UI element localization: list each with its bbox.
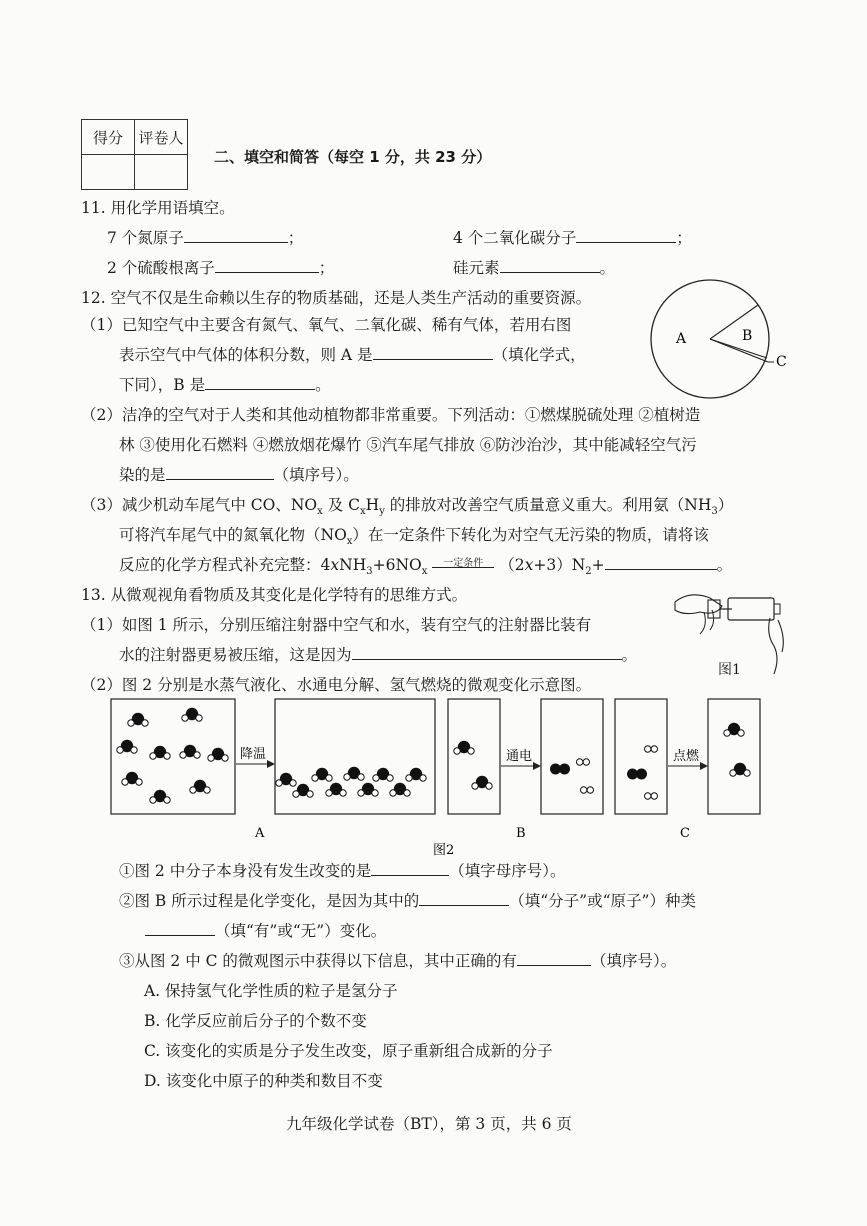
water-molecule — [117, 740, 137, 753]
q13-p1-line1: （1）如图 1 所示，分别压缩注射器中空气和水，装有空气的注射器比装有 — [81, 616, 592, 634]
water-molecule — [472, 776, 492, 789]
option-b: B. 化学反应前后分子的个数不变 — [144, 1012, 367, 1030]
q11-blank-c[interactable] — [215, 256, 319, 273]
q11-stem: 11. 用化学用语填空。 — [81, 199, 235, 217]
figure-2-label-c: C — [680, 826, 690, 841]
pie-label-c: C — [776, 354, 787, 370]
q12-blank-b[interactable] — [205, 373, 315, 390]
right-hand — [769, 618, 784, 674]
q13-blank-b[interactable] — [371, 859, 449, 876]
q13-sub2-line2: （填“有”或“无”）变化。 — [145, 919, 386, 941]
q13-blank-a[interactable] — [352, 643, 622, 660]
water-molecule — [293, 784, 313, 797]
water-molecule — [373, 768, 393, 781]
box-b2 — [541, 699, 603, 814]
q11-line-1: 7 个氮原子 ； — [107, 226, 303, 248]
q12-stem: 12. 空气不仅是生命赖以生存的物质基础，还是人类生产活动的重要资源。 — [81, 289, 592, 307]
option-d: D. 该变化中原子的种类和数目不变 — [144, 1072, 383, 1090]
q13-sub3: ③从图 2 中 C 的微观图示中获得以下信息，其中正确的有 （填序号）。 — [119, 949, 676, 971]
grader-cell[interactable] — [135, 155, 188, 190]
syringe-barrel — [728, 598, 774, 620]
box-a2-molecules — [276, 767, 426, 797]
water-molecule — [276, 773, 296, 786]
water-molecule — [150, 790, 170, 803]
section-title: 二、填空和简答（每空 1 分，共 23 分） — [214, 148, 492, 166]
option-a: A. 保持氢气化学性质的粒子是氢分子 — [144, 982, 398, 1000]
q12-blank-a[interactable] — [373, 343, 493, 360]
q13-blank-d[interactable] — [145, 919, 215, 936]
option-c: C. 该变化的实质是分子发生改变，原子重新组合成新的分子 — [144, 1042, 553, 1060]
water-molecule — [190, 780, 210, 793]
oxygen-molecule — [627, 769, 647, 780]
q12-p1-line3: 下同），B 是 。 — [119, 373, 331, 395]
q13-p1-line2: 水的注射器更易被压缩，这是因为 。 — [119, 643, 637, 665]
water-molecule — [344, 767, 364, 780]
oxygen-molecule — [550, 764, 570, 775]
figure-2-label-a: A — [255, 826, 265, 841]
q12-p1-line1: （1）已知空气中主要含有氮气、氧气、二氧化碳、稀有气体，若用右图 — [81, 316, 572, 334]
grader-header: 评卷人 — [135, 120, 188, 155]
box-c1 — [615, 699, 667, 814]
box-a1-molecules — [117, 708, 228, 803]
q13-p2: （2）图 2 分别是水蒸气液化、水通电分解、氢气燃烧的微观变化示意图。 — [81, 676, 592, 694]
q12-blank-c[interactable] — [166, 463, 274, 480]
arrow-b-label: 通电 — [506, 749, 533, 764]
water-molecule — [182, 708, 202, 721]
figure-1-label: 图1 — [718, 662, 741, 678]
pie-divider-c — [710, 339, 768, 362]
score-box — [81, 119, 188, 190]
left-hand — [675, 595, 722, 614]
water-molecule — [128, 713, 148, 726]
water-molecule — [312, 768, 332, 781]
water-molecule — [730, 763, 750, 776]
page-footer: 九年级化学试卷（BT），第 3 页，共 6 页 — [286, 1115, 572, 1133]
plunger-head — [708, 600, 720, 618]
water-molecule — [358, 783, 378, 796]
arrow-c-label: 点燃 — [673, 749, 700, 764]
box-a2 — [275, 699, 435, 814]
q12-p2-line2: 林 ③使用化石燃料 ④燃放烟花爆竹 ⑤汽车尾气排放 ⑥防沙治沙，其中能减轻空气污 — [119, 436, 697, 454]
figure-2-micro — [100, 694, 790, 856]
pie-label-a: A — [676, 331, 687, 347]
q11-blank-d[interactable] — [500, 256, 600, 273]
q11-blank-a[interactable] — [184, 226, 288, 243]
q13-sub2-line1: ②图 B 所示过程是化学变化，是因为其中的 （填“分子”或“原子”）种类 — [119, 889, 696, 911]
water-molecule — [406, 768, 426, 781]
q12-p3-line2: 可将汽车尾气中的氮氧化物$(NO_x)$在一定条件下转化为对空气无污染的物质，请将该 — [119, 526, 709, 548]
reaction-arrow: 一定条件 — [432, 554, 494, 569]
hydrogen-molecule — [645, 793, 658, 799]
water-molecule — [180, 745, 200, 758]
water-molecule — [122, 772, 142, 785]
box-c2 — [708, 699, 760, 814]
hydrogen-molecule — [577, 759, 590, 765]
score-header: 得分 — [82, 120, 135, 155]
figure-2-label-b: B — [516, 826, 526, 841]
syringe-tip — [774, 604, 780, 614]
q13-sub1: ①图 2 中分子本身没有发生改变的是 （填字母序号）。 — [119, 859, 565, 881]
arrow-a-label: 降温 — [240, 747, 267, 762]
water-molecule — [454, 741, 474, 754]
q11-line-3: 2 个硫酸根离子 ； — [107, 256, 334, 278]
water-molecule — [326, 783, 346, 796]
hydrogen-molecule — [581, 787, 594, 793]
pie-label-b: B — [742, 328, 753, 344]
q11-line-2: 4 个二氧化碳分子 ； — [453, 226, 692, 248]
q12-p3-line3: 反应的化学方程式补充完整：$4xNH_3+6NO_x$ 一定条件 $(2x+3)N_2+$ 。 — [119, 553, 732, 577]
water-molecule — [390, 783, 410, 796]
q11-line-4: 硅元素 。 — [453, 256, 615, 278]
q12-p2-line3: 染的是 （填序号）。 — [119, 463, 359, 485]
water-molecule — [724, 723, 744, 736]
q12-blank-d[interactable] — [605, 553, 717, 570]
q11-blank-b[interactable] — [576, 226, 676, 243]
air-composition-pie — [640, 276, 800, 406]
water-molecule — [208, 748, 228, 761]
q13-stem: 13. 从微观视角看物质及其变化是化学特有的思维方式。 — [81, 586, 468, 604]
score-cell[interactable] — [82, 155, 135, 190]
box-b1 — [448, 699, 500, 814]
figure-2-caption: 图2 — [433, 843, 455, 856]
q12-p1-line2: 表示空气中气体的体积分数，则 A 是 （填化学式， — [119, 343, 586, 365]
q12-p3-line1: （3）减少机动车尾气中 CO、$NO_x$ 及 $C_xH_y$ 的排放对改善空气质量意义重大。利用氨$(NH_3)$ — [81, 496, 734, 518]
q13-blank-e[interactable] — [517, 949, 591, 966]
hydrogen-molecule — [645, 746, 658, 752]
q12-p2-line1: （2）洁净的空气对于人类和其他动植物都非常重要。下列活动：①燃煤脱硫处理 ②植树造 — [81, 406, 701, 424]
q13-blank-c[interactable] — [419, 889, 509, 906]
water-molecule — [150, 746, 170, 759]
